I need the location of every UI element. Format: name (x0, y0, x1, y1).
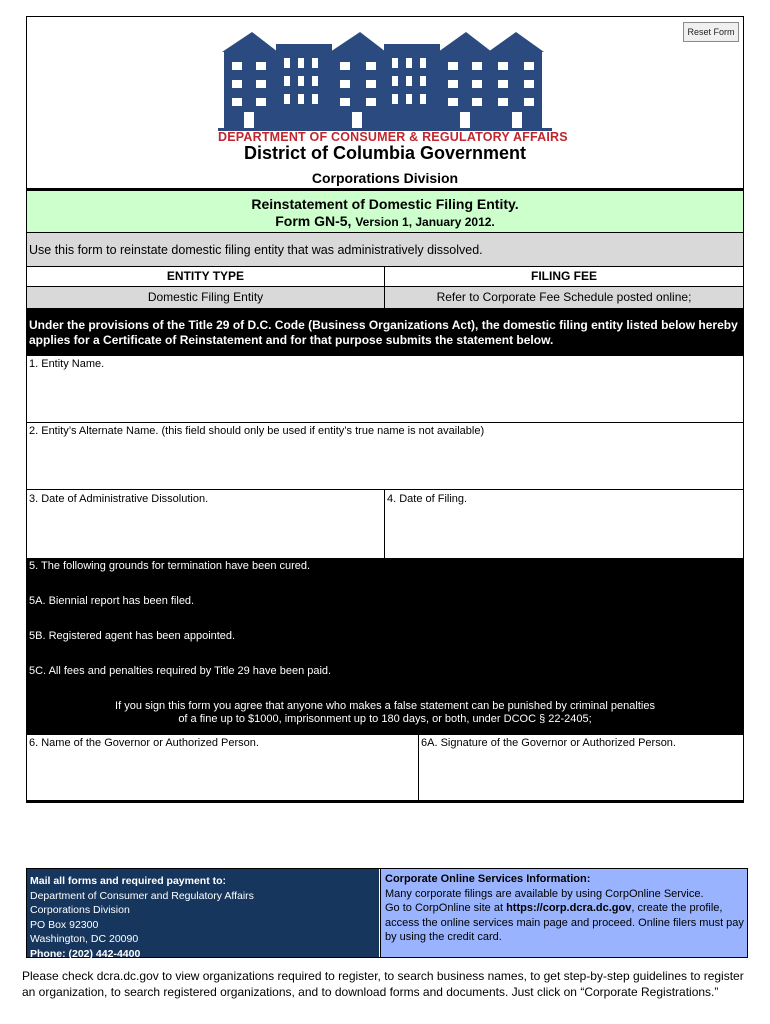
department-name: DEPARTMENT OF CONSUMER & REGULATORY AFFAIRS (218, 130, 568, 144)
footer-note: Please check dcra.dc.gov to view organizations required to register, to search business names, to get step-by-step guidelines to register an organization, to search registered organizations, and to download forms and documents. Just click on “Corporate Registrations.” (22, 969, 744, 999)
mail-line-4: Washington, DC 20090 (30, 933, 139, 945)
mail-heading: Mail all forms and required payment to: (30, 875, 227, 887)
provisions-statement: Under the provisions of the Title 29 of D.C. Code (Business Organizations Act), the domestic filing entity listed below hereby applies for a Certificate of Reinstatement and for that purpose submits the statement below. (27, 309, 743, 356)
governor-signature-field[interactable] (419, 735, 743, 802)
entity-type-header: ENTITY TYPE (27, 267, 385, 287)
form-version: Version 1, January 2012. (355, 215, 495, 229)
filing-date-label: 4. Date of Filing. (387, 493, 468, 505)
entity-name-field[interactable] (27, 356, 743, 423)
mail-line-2: Corporations Division (30, 904, 130, 916)
ground-5c-checkbox-label[interactable]: 5C. All fees and penalties required by Title 29 have been paid. (29, 665, 332, 677)
grounds-section (27, 558, 743, 735)
online-text-before-url: Go to CorpOnline site at (385, 902, 507, 914)
penalty-line-1: If you sign this form you agree that anyone who makes a false statement can be punished by criminal penalties (115, 700, 655, 712)
mail-info (27, 869, 379, 960)
form-title-band (27, 188, 743, 233)
entity-type-value: Domestic Filing Entity (27, 287, 385, 309)
online-info (380, 869, 747, 957)
online-heading: Corporate Online Services Information: (385, 873, 591, 885)
division-name: Corporations Division (311, 170, 459, 186)
info-box (26, 868, 748, 958)
penalty-notice (27, 700, 743, 726)
alternate-name-field[interactable] (27, 423, 743, 490)
dissolution-date-field[interactable] (27, 490, 385, 558)
mail-phone: Phone: (202) 442-4400 (30, 947, 141, 960)
governor-name-field[interactable] (27, 735, 419, 802)
corponline-link[interactable]: https://corp.dcra.dc.gov (506, 902, 632, 914)
governor-name-label: 6. Name of the Governor or Authorized Person. (29, 737, 259, 749)
filing-fee-value: Refer to Corporate Fee Schedule posted online; (385, 287, 743, 309)
penalty-line-2: of a fine up to $1000, imprisonment up to 180 days, or both, under DCOC § 22-2405; (178, 713, 592, 725)
form-intro: Use this form to reinstate domestic filing entity that was administratively dissolved. (27, 233, 743, 267)
alternate-name-label: 2. Entity’s Alternate Name. (this field should only be used if entity’s true name is not available) (29, 425, 485, 437)
fee-table (27, 267, 743, 309)
governor-signature-label: 6A. Signature of the Governor or Authorized Person. (421, 737, 676, 749)
ground-5b-checkbox-label[interactable]: 5B. Registered agent has been appointed. (29, 630, 236, 642)
online-text-after-url: , create the profile, access the online services main page and proceed. Online filers must pay by using the credit card. (385, 902, 744, 943)
online-line-1: Many corporate filings are available by using CorpOnline Service. (385, 887, 704, 900)
mail-line-3: PO Box 92300 (30, 918, 99, 931)
entity-name-label: 1. Entity Name. (29, 358, 105, 370)
form-number: Form GN-5, (275, 213, 352, 229)
dissolution-date-label: 3. Date of Administrative Dissolution. (29, 493, 209, 505)
reset-form-button[interactable]: Reset Form (683, 22, 739, 42)
filing-fee-header: FILING FEE (385, 267, 743, 287)
filing-date-field[interactable] (385, 490, 743, 558)
grounds-intro: 5. The following grounds for termination have been cured. (29, 560, 311, 572)
bottom-rule (27, 800, 743, 803)
form-number-line (27, 213, 743, 229)
government-name: District of Columbia Government (243, 143, 527, 163)
ground-5a-checkbox-label[interactable]: 5A. Biennial report has been filed. (29, 595, 195, 607)
form-title: Reinstatement of Domestic Filing Entity. (251, 196, 519, 212)
mail-line-1: Department of Consumer and Regulatory Affairs (30, 889, 254, 902)
